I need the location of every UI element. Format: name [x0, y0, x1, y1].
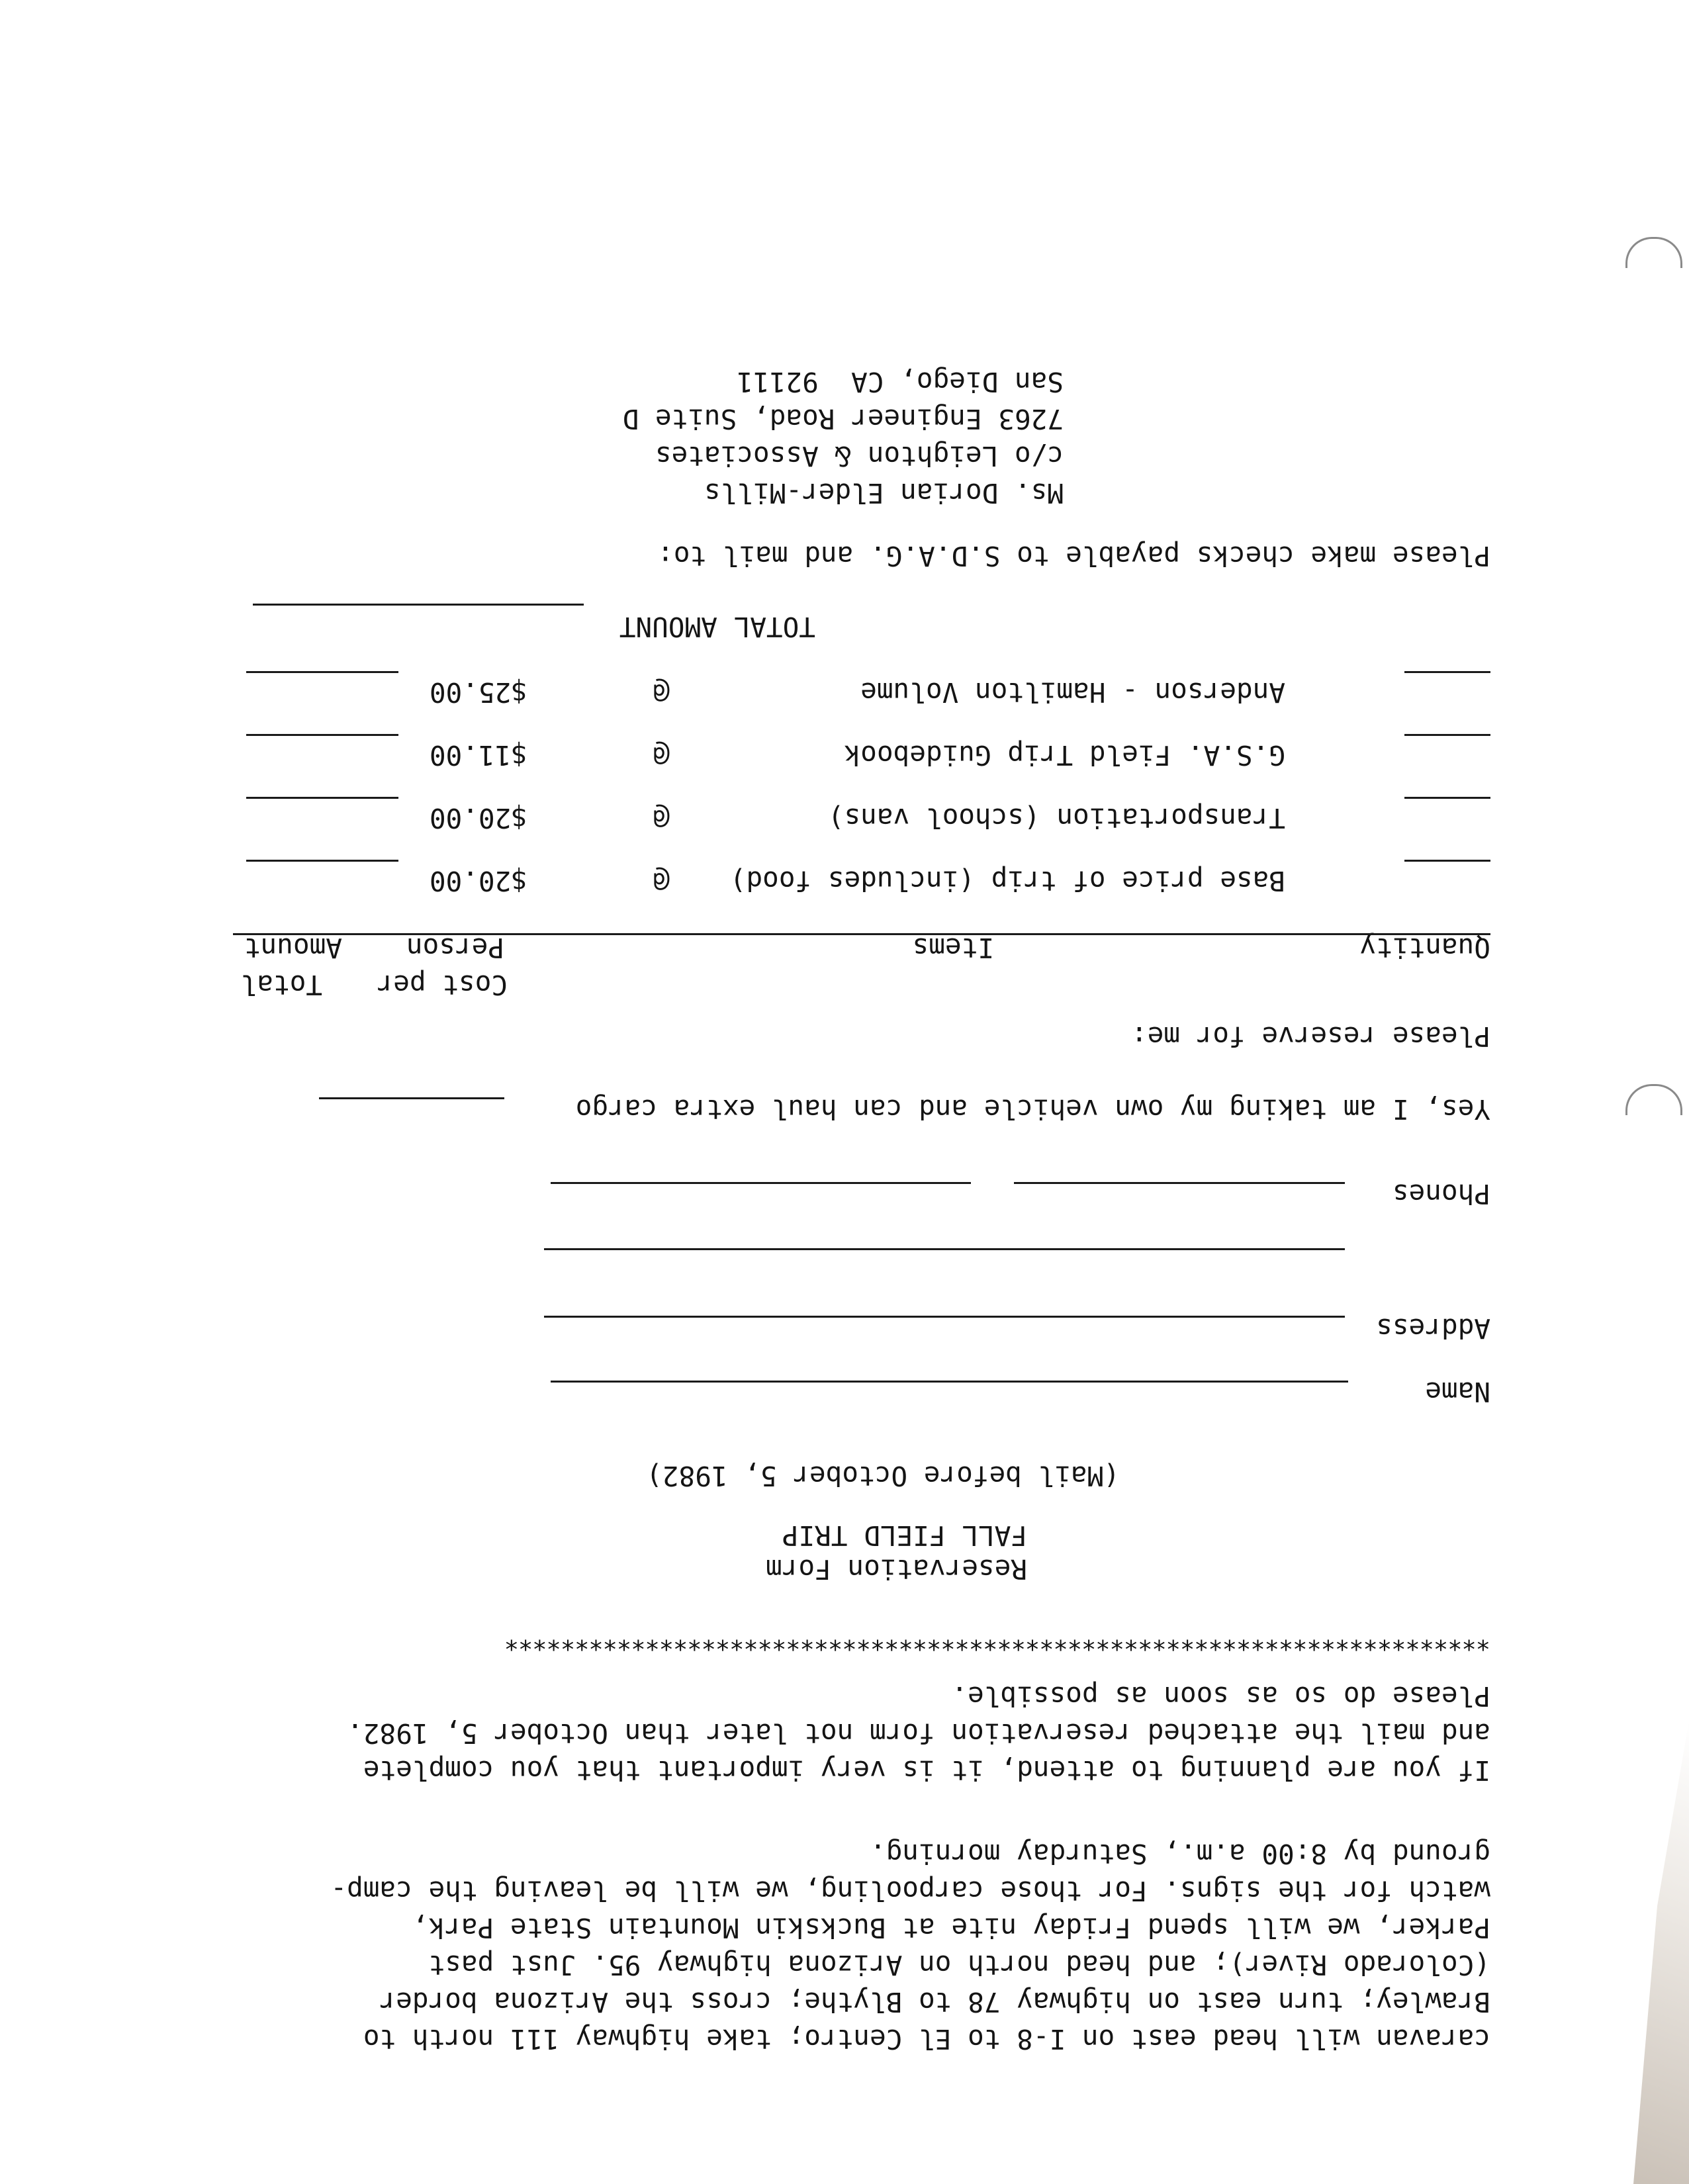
instruction-line-6: ground by 8:00 a.m., Saturday morning. [870, 1838, 1490, 1870]
address-field-line-2[interactable] [544, 1248, 1345, 1250]
item-row-2: Transportation (school vans) [827, 802, 1285, 834]
address-field-line-1[interactable] [544, 1316, 1345, 1318]
quantity-field-row-2[interactable] [1404, 797, 1490, 799]
header-items: Items [912, 932, 994, 964]
amount-field-row-1[interactable] [246, 860, 398, 862]
form-title: Reservation Form [766, 1553, 1027, 1585]
item-row-4: Anderson - Hamilton Volume [860, 676, 1285, 708]
table-header-rule [233, 933, 1490, 935]
address-label: Address [1376, 1312, 1490, 1344]
instruction-line-2: Brawley; turn east on highway 78 to Blythe; cross the Arizona border [379, 1986, 1490, 2018]
form-subtitle: FALL FIELD TRIP [782, 1520, 1027, 1551]
item-row-1: Base price of trip (includes food) [729, 865, 1285, 897]
phones-label: Phones [1392, 1178, 1490, 1210]
punch-hole-mark [1625, 237, 1682, 268]
reminder-line-2: and mail the attached reservation form not later than October 5, 1982. [347, 1717, 1490, 1749]
phone-field-2[interactable] [551, 1182, 971, 1184]
punch-hole-mark [1625, 1084, 1682, 1115]
item-row-3: G.S.A. Field Trip Guidebook [844, 739, 1285, 771]
amount-field-row-2[interactable] [246, 797, 398, 799]
price-row-3: $11.00 [429, 739, 527, 771]
price-row-1: $20.00 [429, 865, 527, 897]
instruction-line-1: caravan will head east on I-8 to El Centro; take highway 111 north to [363, 2023, 1490, 2055]
instruction-line-4: Parker, we will spend Friday nite at Buckskin Mountain State Park, [412, 1912, 1490, 1944]
header-cost-per: Cost per [377, 969, 508, 1001]
header-amount: Amount [244, 932, 342, 964]
amount-field-row-4[interactable] [246, 671, 398, 673]
header-person: Person [406, 932, 504, 964]
mail-to-city: San Diego, CA 92111 [737, 366, 1064, 398]
instruction-line-5: watch for the signs. For those carpooling, we will be leaving the camp- [330, 1875, 1490, 1907]
form-deadline: (Mail before October 5, 1982) [646, 1460, 1120, 1492]
name-field[interactable] [551, 1381, 1348, 1383]
at-row-3: @ [653, 739, 670, 771]
quantity-field-row-4[interactable] [1404, 671, 1490, 673]
total-amount-label: TOTAL AMOUNT [619, 611, 815, 643]
asterisk-divider: ********************************************************************** [504, 1627, 1490, 1655]
quantity-field-row-1[interactable] [1404, 860, 1490, 862]
mail-to-street: 7263 Engineer Road, Suite D [622, 403, 1064, 435]
amount-field-row-3[interactable] [246, 734, 398, 736]
at-row-1: @ [653, 865, 670, 897]
at-row-2: @ [653, 802, 670, 834]
instruction-line-3: (Colorado River); and head north on Arizona highway 95. Just past [428, 1949, 1490, 1981]
price-row-4: $25.00 [429, 676, 527, 708]
total-amount-field[interactable] [253, 604, 584, 606]
cargo-option-text: Yes, I am taking my own vehicle and can haul extra cargo [575, 1093, 1490, 1125]
header-total: Total [240, 969, 322, 1001]
mail-to-company: c/o Leighton & Associates [655, 440, 1064, 472]
price-row-2: $20.00 [429, 802, 527, 834]
name-label: Name [1425, 1376, 1490, 1408]
payment-instruction: Please make checks payable to S.D.A.G. and mail to: [657, 540, 1490, 572]
header-quantity: Quantity [1359, 932, 1490, 964]
reminder-line-3: Please do so as soon as possible. [951, 1680, 1490, 1712]
phone-field-1[interactable] [1014, 1182, 1345, 1184]
at-row-4: @ [653, 676, 670, 708]
quantity-field-row-3[interactable] [1404, 734, 1490, 736]
cargo-checkbox-line[interactable] [319, 1097, 504, 1099]
reserve-text: Please reserve for me: [1130, 1021, 1490, 1052]
mail-to-name: Ms. Dorian Elder-Mills [704, 477, 1064, 509]
reminder-line-1: If you are planning to attend, it is very important that you complete [363, 1754, 1490, 1786]
